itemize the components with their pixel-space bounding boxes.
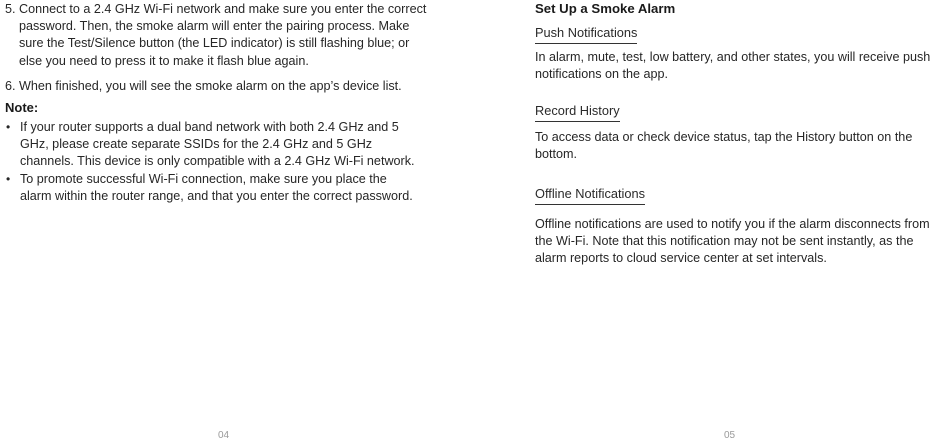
section-title: Set Up a Smoke Alarm	[535, 1, 676, 16]
paragraph-record-history: To access data or check device status, tap the History button on the bottom.	[535, 130, 913, 162]
bullet-icon: •	[6, 171, 11, 186]
paragraph-push-notifications: In alarm, mute, test, low battery, and other states, you will receive push notifications on the app.	[535, 50, 931, 82]
left-page	[0, 0, 470, 445]
note-item	[5, 171, 425, 205]
subheading-record-history: Record History	[535, 102, 620, 122]
paragraph-offline-notifications: Offline notifications are used to notify you if the alarm disconnects from the Wi-Fi. Note that this notification may not be sent instantly, as the alarm reports to cloud service center at set intervals.	[535, 217, 930, 266]
step-number: 6.	[5, 79, 16, 93]
bullet-icon: •	[6, 120, 11, 134]
step-text: Connect to a 2.4 GHz Wi-Fi network and make sure you enter the correct password. Then, the smoke alarm will enter the pairing process. Make sure the Test/Silence button (the LED indicator) is still flashing blue; or else you need to press it to make it flash blue again.	[19, 2, 427, 68]
note-heading: Note:	[5, 100, 39, 115]
step-number: 5.	[5, 2, 16, 16]
step-6	[5, 78, 435, 95]
note-text: To promote successful Wi-Fi connection, make sure you place the alarm within the router range, and that you enter the correct password.	[20, 171, 413, 203]
page-number: 04	[218, 430, 230, 441]
step-text: When finished, you will see the smoke alarm on the app’s device list.	[19, 79, 402, 93]
note-text: If your router supports a dual band network with both 2.4 GHz and 5 GHz, please create separate SSIDs for the 2.4 GHz and 5 GHz channels. This device is only compatible with a 2.4 GHz Wi-Fi network.	[20, 120, 415, 169]
note-list	[5, 119, 425, 205]
subheading-push-notifications: Push Notifications	[535, 24, 637, 44]
note-item	[5, 119, 425, 171]
step-5	[5, 1, 435, 70]
subheading-offline-notifications: Offline Notifications	[535, 185, 645, 205]
page-number: 05	[724, 430, 736, 441]
right-page	[480, 0, 950, 445]
